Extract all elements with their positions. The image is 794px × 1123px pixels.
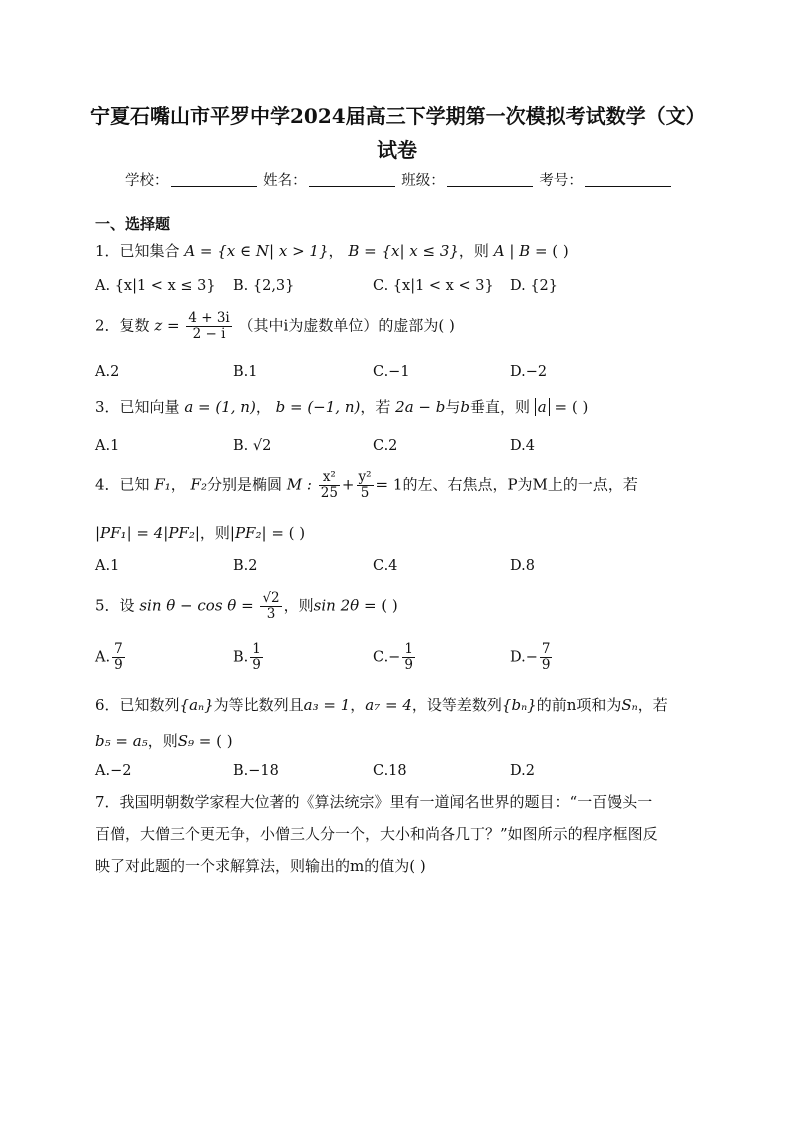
q6-a3: a₃ = 1: [303, 696, 351, 714]
q4-m: M :: [286, 475, 312, 494]
q6-option-b[interactable]: B.−18: [233, 763, 279, 779]
q4-option-c[interactable]: C.4: [373, 558, 398, 574]
q5-text: 5．设: [95, 596, 135, 615]
q6-bn: {bₙ}: [501, 696, 537, 714]
q1-sep: ，: [328, 242, 344, 260]
q6-s9: S₉: [177, 732, 194, 750]
q1-option-a[interactable]: A. {x|1 < x ≤ 3}: [95, 278, 216, 294]
q1-text-c: = ( ): [534, 242, 569, 260]
q4-text-b: 分别是椭圆: [206, 475, 282, 494]
q3-text-e: = ( ): [554, 398, 589, 416]
q6-b5: b₅ = a₅: [95, 732, 148, 750]
id-field[interactable]: [585, 186, 671, 187]
q5-b-num: 1: [252, 641, 261, 657]
question-7: 7．我国明朝数学家程大位著的《算法统宗》里有一道闻名世界的题目：“一百馒头一: [95, 793, 653, 811]
q4-eq: = 1: [375, 475, 403, 494]
q1-expr: A | B: [493, 242, 531, 260]
q4-f2: F₂: [190, 475, 207, 494]
q3-b: b: [460, 398, 470, 416]
q3-text: 3．已知向量: [95, 398, 180, 416]
q1-option-c[interactable]: C. {x|1 < x < 3}: [373, 278, 494, 294]
q5-denominator: 3: [266, 606, 276, 622]
q5-d-den: 9: [541, 657, 551, 673]
q4-option-b[interactable]: B.2: [233, 558, 258, 574]
q3-vec-b: b = (−1, n): [275, 398, 361, 416]
q6-text-e: ，若: [637, 696, 668, 714]
class-label: 班级：: [401, 173, 445, 189]
q6-line2-b: ，则: [147, 732, 178, 750]
q4-fraction-x: [319, 470, 340, 501]
q6-sn: Sₙ: [621, 696, 638, 714]
school-field[interactable]: [171, 186, 257, 187]
q4-condition: |PF₁| = 4|PF₂|: [95, 524, 200, 542]
q3-expr: 2a − b: [395, 398, 446, 416]
q6-text-c: ，设等差数列: [411, 696, 502, 714]
q5-option-d[interactable]: [510, 642, 554, 673]
q5-d-frac: [540, 642, 553, 673]
q2-text-b: （其中i为虚数单位）的虚部为( ): [238, 316, 455, 335]
q6-an: {aₙ}: [179, 696, 214, 714]
q4-line2-b: ，则: [199, 524, 230, 542]
page-title-line2: 试卷: [377, 138, 417, 162]
q5-b-den: 9: [252, 657, 261, 673]
q1-option-b[interactable]: B. {2,3}: [233, 278, 295, 294]
q4-den-y: 5: [360, 485, 370, 501]
q4-text: 4．已知: [95, 475, 150, 494]
q6-text-d: 的前n项和为: [536, 696, 622, 714]
question-6-line2: [95, 730, 233, 751]
q6-line2-c: = ( ): [198, 732, 233, 750]
section-heading: 一、选择题: [95, 215, 171, 233]
q1-text: 1．已知集合: [95, 242, 180, 260]
q4-num-x: x²: [319, 470, 340, 486]
q4-option-a[interactable]: A.1: [95, 558, 120, 574]
q4-fraction-y: [357, 470, 374, 501]
q3-option-c[interactable]: C.2: [373, 438, 398, 454]
question-6: [95, 694, 668, 715]
q3-text-b: ，若: [360, 398, 391, 416]
q5-text-b: ，则: [283, 596, 314, 615]
q3-option-d[interactable]: D.4: [510, 438, 535, 454]
q1-text-b: ，则: [458, 242, 489, 260]
q3-sep: ，: [255, 398, 271, 416]
q6-sep: ，: [350, 696, 366, 714]
q5-a-prefix: A.: [95, 649, 111, 666]
q4-target: |PF₂|: [229, 524, 267, 542]
q5-expr: sin θ − cos θ =: [139, 596, 254, 615]
q3-text-d: 垂直，则: [469, 398, 530, 416]
q1-set-b: B = {x| x ≤ 3}: [348, 242, 459, 260]
question-1: [95, 240, 569, 261]
q4-line2-d: = ( ): [271, 524, 306, 542]
q4-num-y: y²: [358, 469, 372, 485]
q2-fraction: [186, 311, 231, 342]
question-7-line2: 百僧，大僧三个更无争，小僧三人分一个，大小和尚各几丁？”如图所示的程序框图反: [95, 825, 658, 843]
q5-numerator: √2: [262, 590, 280, 606]
question-7-line3: 映了对此题的一个求解算法，则输出的m的值为( ): [95, 857, 426, 875]
question-4-line2: [95, 522, 305, 543]
q1-set-a: A = {x ∈ N| x > 1}: [184, 242, 329, 260]
student-info-row: [125, 169, 673, 190]
q5-option-c[interactable]: [373, 642, 417, 673]
q1-option-d[interactable]: D. {2}: [510, 278, 559, 294]
q2-numerator: 4 + 3i: [188, 310, 230, 326]
q5-a-den: 9: [114, 657, 123, 673]
q5-option-b[interactable]: [233, 642, 265, 673]
q5-a-num: 7: [114, 641, 123, 657]
q4-f1: F₁: [154, 475, 171, 494]
q4-text-c: 的左、右焦点，P为M上的一点，若: [402, 475, 638, 494]
q5-c-prefix: C.−: [373, 649, 401, 666]
name-field[interactable]: [309, 186, 395, 187]
q5-option-a[interactable]: [95, 642, 127, 673]
q2-option-c[interactable]: C.−1: [373, 364, 410, 380]
q6-option-d[interactable]: D.2: [510, 763, 535, 779]
page-title: 宁夏石嘴山市平罗中学2024届高三下学期第一次模拟考试数学（文）: [90, 104, 706, 128]
q4-den-x: 25: [320, 485, 338, 501]
q2-option-b[interactable]: B.1: [233, 364, 258, 380]
q6-text-b: 为等比数列且: [213, 696, 304, 714]
q4-option-d[interactable]: D.8: [510, 558, 535, 574]
q5-c-num: 1: [404, 641, 413, 657]
q3-text-c: 与: [445, 398, 461, 416]
q3-option-a[interactable]: A.1: [95, 438, 120, 454]
q6-option-a[interactable]: A.−2: [95, 763, 132, 779]
q2-text: 2．复数: [95, 316, 150, 335]
q4-sep: ，: [170, 475, 186, 494]
school-label: 学校：: [125, 173, 169, 189]
q2-option-a[interactable]: A.2: [95, 364, 120, 380]
q5-a-frac: [112, 642, 125, 673]
q5-c-den: 9: [404, 657, 413, 673]
q5-expr2: sin 2θ: [313, 596, 360, 615]
q2-z: z =: [154, 316, 180, 335]
q5-b-frac: [250, 642, 263, 673]
q5-fraction: [260, 591, 281, 622]
q6-text: 6．已知数列: [95, 696, 180, 714]
q3-abs: a: [535, 398, 550, 416]
q5-d-num: 7: [541, 641, 551, 657]
q5-d-prefix: D.−: [510, 649, 538, 666]
q2-denominator: 2 − i: [192, 326, 226, 342]
question-4: [95, 470, 638, 501]
question-2: [95, 311, 455, 342]
class-field[interactable]: [447, 186, 533, 187]
q5-b-prefix: B.: [233, 649, 249, 666]
q4-plus: +: [341, 475, 355, 494]
q2-option-d[interactable]: D.−2: [510, 364, 548, 380]
q6-a7: a₇ = 4: [365, 696, 412, 714]
q5-c-frac: [402, 642, 415, 673]
question-3: [95, 396, 588, 417]
q5-text-c: = ( ): [363, 596, 398, 615]
name-label: 姓名：: [263, 173, 307, 189]
id-label: 考号：: [539, 173, 583, 189]
q3-option-b[interactable]: B. √2: [233, 438, 272, 454]
question-5: [95, 591, 398, 622]
q3-vec-a: a = (1, n): [184, 398, 256, 416]
q6-option-c[interactable]: C.18: [373, 763, 407, 779]
